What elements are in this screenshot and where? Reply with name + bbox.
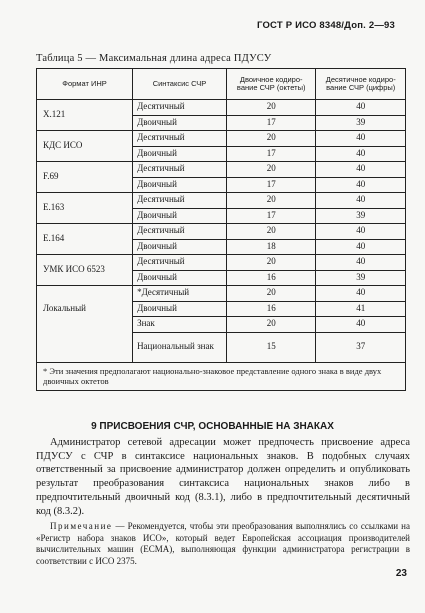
syntax-cell: Десятичный <box>133 100 227 116</box>
col-header-decimal: Десятичное кодиро-вание СЧР (цифры) <box>316 69 406 100</box>
table-footnote-row <box>37 362 406 390</box>
table-row <box>37 100 406 116</box>
binary-cell: 20 <box>226 131 316 147</box>
section-paragraph: Администратор сетевой адресации может предпочесть присвоение адреса ПДУСУ с СЧР в синтаксисе национальных знаков. В подобных случаях ответственный за присвоение администратор должен определить и опубликовать результат преобразования синтаксиса национальных знаков либо в предпочтительный двоичный код (8.3.1), либо в предпочтительный десятичный код (8.3.2). <box>36 437 410 517</box>
decimal-cell: 40 <box>316 100 406 116</box>
col-header-binary: Двоичное кодиро-вание СЧР (октеты) <box>226 69 316 100</box>
decimal-cell: 40 <box>316 131 406 147</box>
syntax-cell: Двоичный <box>133 301 227 317</box>
decimal-cell: 39 <box>316 270 406 286</box>
syntax-cell: Двоичный <box>133 239 227 255</box>
syntax-cell: Двоичный <box>133 270 227 286</box>
binary-cell: 20 <box>226 100 316 116</box>
format-cell: E.163 <box>37 193 133 224</box>
decimal-cell: 37 <box>316 332 406 362</box>
decimal-cell: 40 <box>316 255 406 271</box>
decimal-cell: 39 <box>316 208 406 224</box>
syntax-cell: Национальный знак <box>133 332 227 362</box>
table-row <box>37 286 406 302</box>
decimal-cell: 40 <box>316 177 406 193</box>
table-row <box>37 131 406 147</box>
table-row <box>37 162 406 178</box>
note-text: — Рекомендуется, чтобы эти преобразования выполнялись со ссылками на «Регистр набора знаков ИСО», который ведет Европейская ассоциация производителей вычислительных машин (ECMA), выполняющая функции администратора регистрации в соответствии с ИСО 2375. <box>36 521 410 566</box>
syntax-cell: Двоичный <box>133 177 227 193</box>
syntax-cell: *Десятичный <box>133 286 227 302</box>
binary-cell: 17 <box>226 208 316 224</box>
table-caption: Таблица 5 — Максимальная длина адреса ПДУСУ <box>36 53 272 64</box>
running-head: ГОСТ Р ИСО 8348/Доп. 2—93 <box>257 20 395 31</box>
decimal-cell: 40 <box>316 239 406 255</box>
note-paragraph <box>36 521 410 567</box>
binary-cell: 20 <box>226 317 316 333</box>
format-cell: УМК ИСО 6523 <box>37 255 133 286</box>
decimal-cell: 40 <box>316 146 406 162</box>
binary-cell: 17 <box>226 177 316 193</box>
table-row <box>37 255 406 271</box>
format-cell: E.164 <box>37 224 133 255</box>
syntax-cell: Десятичный <box>133 131 227 147</box>
decimal-cell: 40 <box>316 286 406 302</box>
binary-cell: 16 <box>226 301 316 317</box>
syntax-cell: Десятичный <box>133 224 227 240</box>
note-label: Примечание <box>50 521 113 531</box>
address-length-table <box>36 68 406 391</box>
syntax-cell: Двоичный <box>133 115 227 131</box>
binary-cell: 20 <box>226 255 316 271</box>
col-header-syntax: Синтаксис СЧР <box>133 69 227 100</box>
binary-cell: 17 <box>226 146 316 162</box>
table-footnote: * Эти значения предполагают национально-знаковое представление одного знака в виде двух двоичных октетов <box>37 362 406 390</box>
section-heading: 9 ПРИСВОЕНИЯ СЧР, ОСНОВАННЫЕ НА ЗНАКАХ <box>91 421 334 432</box>
syntax-cell: Двоичный <box>133 146 227 162</box>
syntax-cell: Десятичный <box>133 255 227 271</box>
format-cell: Локальный <box>37 286 133 363</box>
table-header-row <box>37 69 406 100</box>
binary-cell: 18 <box>226 239 316 255</box>
binary-cell: 20 <box>226 224 316 240</box>
format-cell: X.121 <box>37 100 133 131</box>
binary-cell: 15 <box>226 332 316 362</box>
binary-cell: 16 <box>226 270 316 286</box>
syntax-cell: Десятичный <box>133 162 227 178</box>
format-cell: КДС ИСО <box>37 131 133 162</box>
decimal-cell: 40 <box>316 193 406 209</box>
syntax-cell: Двоичный <box>133 208 227 224</box>
page-number: 23 <box>395 568 407 579</box>
format-cell: F.69 <box>37 162 133 193</box>
decimal-cell: 40 <box>316 224 406 240</box>
decimal-cell: 39 <box>316 115 406 131</box>
binary-cell: 20 <box>226 193 316 209</box>
binary-cell: 20 <box>226 286 316 302</box>
decimal-cell: 41 <box>316 301 406 317</box>
table-row <box>37 193 406 209</box>
syntax-cell: Десятичный <box>133 193 227 209</box>
table-row <box>37 224 406 240</box>
decimal-cell: 40 <box>316 162 406 178</box>
binary-cell: 20 <box>226 162 316 178</box>
decimal-cell: 40 <box>316 317 406 333</box>
syntax-cell: Знак <box>133 317 227 333</box>
binary-cell: 17 <box>226 115 316 131</box>
col-header-format: Формат ИНР <box>37 69 133 100</box>
